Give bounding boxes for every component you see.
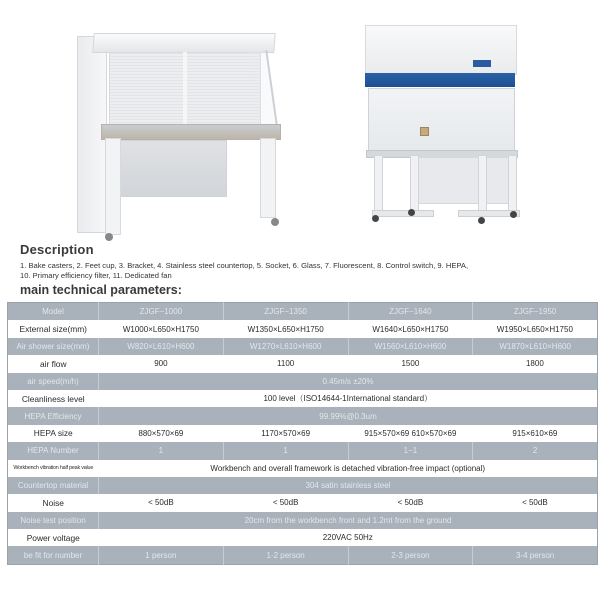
cell: 99.99%@0.3um — [99, 407, 598, 424]
cell: 1500 — [348, 355, 473, 372]
caster-icon — [372, 215, 379, 222]
cell: ZJGF−1950 — [473, 303, 598, 321]
cell: ZJGF−1350 — [223, 303, 348, 321]
cell: < 50dB — [348, 494, 473, 511]
cell: 2 — [473, 442, 598, 459]
row-label: HEPA size — [8, 425, 99, 442]
cell: W1870×L610×H600 — [473, 338, 598, 355]
cell: ZJGF−1000 — [99, 303, 224, 321]
cell: W1950×L650×H1750 — [473, 320, 598, 337]
cell: 915×610×69 — [473, 425, 598, 442]
cell: 1-2 person — [223, 546, 348, 564]
row-label: air speed(m/h) — [8, 373, 99, 390]
row-label: Power voltage — [8, 529, 99, 546]
row-label: Noise test position — [8, 512, 99, 529]
description-text-line-1: 1. Bake casters, 2. Feet cup, 3. Bracket, 4. Stainless steel countertop, 5. Socket, 6. Glass, 7. Fluorescent, 8. Control switch, 9. HEPA, — [20, 261, 469, 270]
vertical-clean-cabinet-image — [360, 25, 530, 230]
table-row-noise — [8, 494, 598, 511]
cell: 2-3 person — [348, 546, 473, 564]
table-row-vibration — [8, 460, 598, 477]
cell: W1350×L650×H1750 — [223, 320, 348, 337]
caster-icon — [105, 233, 113, 241]
cell: 1 — [223, 442, 348, 459]
row-label: Air shower size(mm) — [8, 338, 99, 355]
cell: 100 level（ISO14644-1International standard） — [99, 390, 598, 407]
table-row-countertop-material — [8, 477, 598, 494]
row-label: Cleanliness level — [8, 390, 99, 407]
cell: 0.45m/s ±20% — [99, 373, 598, 390]
description-text-line-2: 10. Primary efficiency filter, 11. Dedicated fan — [20, 271, 172, 280]
cell: 1−1 — [348, 442, 473, 459]
row-label: be fit for number — [8, 546, 99, 564]
cell: 1100 — [223, 355, 348, 372]
cell: W1270×L610×H600 — [223, 338, 348, 355]
table-row-model — [8, 303, 598, 321]
table-row-fit-for-number — [8, 546, 598, 564]
row-label: air flow — [8, 355, 99, 372]
cell: W1640×L650×H1750 — [348, 320, 473, 337]
row-label: External size(mm) — [8, 320, 99, 337]
cell: 880×570×69 — [99, 425, 224, 442]
row-label: HEPA Number — [8, 442, 99, 459]
cell: W1000×L650×H1750 — [99, 320, 224, 337]
table-row-hepa-number — [8, 442, 598, 459]
table-row-power-voltage — [8, 529, 598, 546]
cell: W1560×L610×H600 — [348, 338, 473, 355]
caster-icon — [478, 217, 485, 224]
row-label: Workbench vibration half peak value — [8, 460, 99, 477]
row-label: HEPA Efficiency — [8, 407, 99, 424]
table-row-external-size — [8, 320, 598, 337]
caster-icon — [271, 218, 279, 226]
cell: 915×570×69 610×570×69 — [348, 425, 473, 442]
table-row-noise-test-position — [8, 512, 598, 529]
table-row-air-shower-size — [8, 338, 598, 355]
row-label: Countertop material — [8, 477, 99, 494]
caster-icon — [510, 211, 517, 218]
row-label: Noise — [8, 494, 99, 511]
parameters-heading: main technical parameters: — [20, 283, 182, 297]
technical-parameters-table — [7, 302, 598, 565]
table-row-hepa-efficiency — [8, 407, 598, 424]
cell: 1 — [99, 442, 224, 459]
brand-logo-icon — [473, 60, 491, 67]
description-heading: Description — [20, 242, 94, 257]
cell: 20cm from the workbench front and 1.2mt from the ground — [99, 512, 598, 529]
caster-icon — [408, 209, 415, 216]
cell: 304 satin stainless steel — [99, 477, 598, 494]
cell: W820×L610×H600 — [99, 338, 224, 355]
cell: < 50dB — [99, 494, 224, 511]
cell: Workbench and overall framework is detached vibration-free impact (optional) — [99, 460, 598, 477]
cell: 1800 — [473, 355, 598, 372]
cell: 1170×570×69 — [223, 425, 348, 442]
table-row-air-flow — [8, 355, 598, 372]
cell: 900 — [99, 355, 224, 372]
row-label: Model — [8, 303, 99, 321]
table-row-hepa-size — [8, 425, 598, 442]
socket-icon — [420, 127, 429, 136]
table-row-air-speed — [8, 373, 598, 390]
cell: < 50dB — [223, 494, 348, 511]
cell: 220VAC 50Hz — [99, 529, 598, 546]
horizontal-clean-bench-image — [75, 28, 295, 246]
cell: < 50dB — [473, 494, 598, 511]
cell: ZJGF−1640 — [348, 303, 473, 321]
table-row-cleanliness-level — [8, 390, 598, 407]
cell: 1 person — [99, 546, 224, 564]
cell: 3-4 person — [473, 546, 598, 564]
